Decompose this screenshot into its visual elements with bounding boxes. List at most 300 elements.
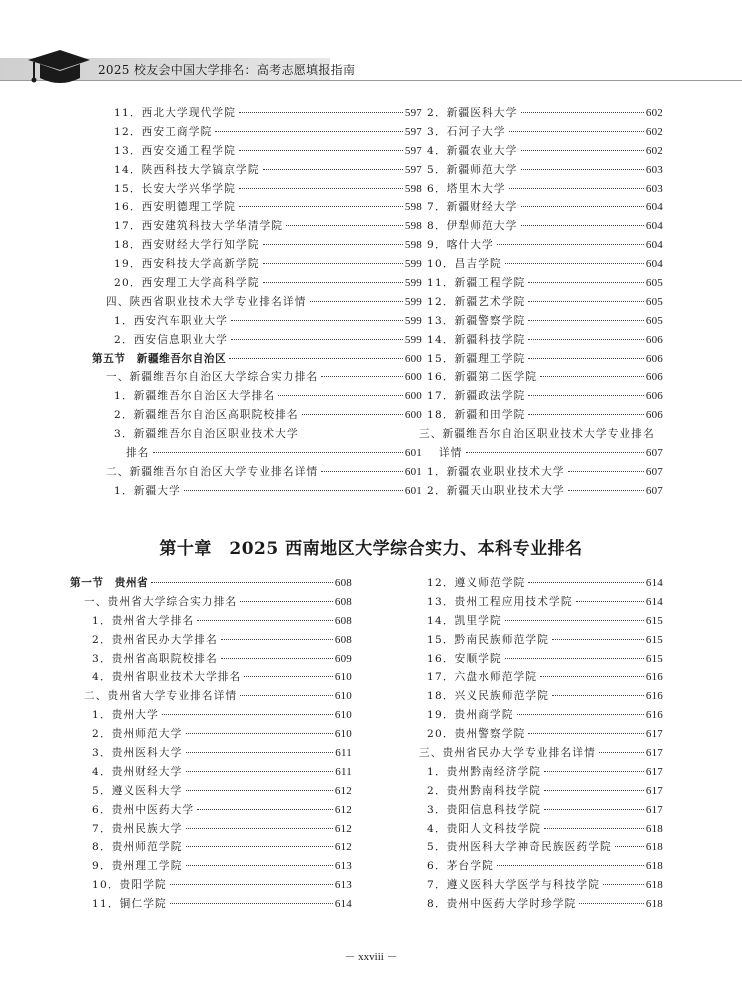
toc-entry-title: 11．铜仁学院 [92,898,167,911]
toc-leader-dots [321,471,403,472]
toc-leader-dots [544,771,644,772]
toc-entry-title: 1．新疆大学 [114,484,181,497]
toc-entry[interactable] [405,255,663,274]
toc-leader-dots [244,676,332,677]
toc-entry[interactable] [70,687,352,706]
toc-entry-title: 17．西安建筑科技大学华清学院 [114,220,284,233]
toc-entry[interactable] [92,161,422,180]
toc-page-number: 604 [645,220,663,233]
toc-leader-dots [528,339,643,340]
toc-entry-title: 14．凯里学院 [427,614,502,627]
toc-page-number: 614 [645,577,663,589]
toc-entry[interactable] [92,142,422,161]
toc-page-number: 618 [645,841,663,854]
toc-leader-dots [286,225,403,226]
toc-page-number: 598 [404,220,422,233]
toc-entry-title: 第五节 新疆维吾尔自治区 [92,352,227,365]
toc-leader-dots [263,263,403,264]
toc-leader-dots [186,828,333,829]
toc-entry-title: 三、新疆维吾尔自治区职业技术大学专业排名 [419,428,655,441]
toc-entry[interactable] [405,838,663,857]
toc-leader-dots [544,809,644,810]
toc-entry[interactable] [405,236,663,255]
toc-leader-dots [528,395,643,396]
toc-leader-dots [521,112,644,113]
toc-entry-title: 2．贵州师范大学 [92,728,183,741]
toc-leader-dots [528,733,643,734]
toc-page-number: 616 [645,709,663,722]
toc-leader-dots [263,169,403,170]
toc-entry[interactable] [405,631,663,650]
toc-entry[interactable] [70,838,352,857]
toc-leader-dots [497,865,644,866]
toc-leader-dots [239,112,403,113]
toc-page-number: 604 [645,239,663,252]
toc-leader-dots [170,884,333,885]
toc-leader-dots [528,358,643,359]
toc-page-number: 612 [334,822,352,835]
toc-section-entry[interactable] [70,574,352,593]
toc-entry-title: 1．贵州大学 [92,709,159,722]
toc-page-number: 600 [404,390,422,403]
toc-page-number: 617 [645,747,663,760]
toc-leader-dots [505,658,644,659]
toc-entry[interactable] [92,444,422,463]
toc-entry-title: 18．兴义民族师范学院 [427,690,550,703]
toc-entry[interactable] [70,706,352,725]
toc-column-top-left [92,104,422,501]
toc-leader-dots [528,282,643,283]
toc-entry-title: 6．塔里木大学 [427,182,506,195]
toc-entry[interactable] [405,406,663,425]
toc-entry-title: 16．新疆第二医学院 [427,371,538,384]
toc-entry[interactable] [70,612,352,631]
toc-page-number: 615 [645,633,663,646]
toc-page-number: 615 [645,614,663,627]
toc-leader-dots [162,714,333,715]
toc-entry[interactable] [405,650,663,669]
toc-entry[interactable] [405,763,663,782]
toc-page-number: 597 [404,125,422,138]
toc-page-number: 613 [334,879,352,892]
toc-page-number: 610 [334,690,352,703]
toc-leader-dots [505,263,644,264]
toc-entry[interactable] [92,180,422,199]
toc-leader-dots [153,452,403,453]
toc-leader-dots [540,676,644,677]
toc-entry-title: 15．长安大学兴华学院 [114,182,237,195]
toc-entry-title: 第一节 贵州省 [70,577,149,589]
toc-entry-title: 3．贵阳信息科技学院 [427,803,542,816]
toc-entry-title: 二、贵州省大学专业排名详情 [84,690,238,703]
toc-entry[interactable] [92,331,422,350]
toc-page-number: 599 [404,277,422,290]
toc-entry[interactable] [92,425,422,444]
toc-page-number: 610 [334,671,352,684]
toc-entry[interactable] [405,574,663,593]
toc-entry[interactable] [405,387,663,406]
toc-leader-dots [186,790,333,791]
toc-entry[interactable] [92,123,422,142]
toc-entry-title: 9．喀什大学 [427,239,494,252]
toc-leader-dots [528,320,643,321]
toc-column-bottom-right [405,574,663,914]
toc-entry[interactable] [70,593,352,612]
toc-leader-dots [576,601,644,602]
toc-entry[interactable] [70,801,352,820]
toc-entry[interactable] [405,312,663,331]
toc-leader-dots [521,169,644,170]
toc-page-number: 605 [645,295,663,308]
toc-leader-dots [229,358,403,359]
toc-entry[interactable] [70,782,352,801]
toc-leader-dots [151,582,333,583]
toc-entry-title: 19．贵州商学院 [427,709,514,722]
toc-entry-title: 16．西安明德理工学院 [114,201,237,214]
toc-entry-title: 8．贵州师范学院 [92,841,183,854]
toc-leader-dots [231,339,403,340]
toc-leader-dots [505,620,644,621]
toc-entry-title: 9．贵州理工学院 [92,860,183,873]
toc-leader-dots [517,714,644,715]
toc-page-number: 612 [334,803,352,816]
toc-entry[interactable] [405,744,663,763]
toc-page-number: 608 [334,577,352,589]
toc-entry-title: 2．新疆医科大学 [427,107,518,119]
toc-page-number: 600 [404,371,422,384]
toc-entry-title: 三、贵州省民办大学专业排名详情 [419,747,596,760]
toc-page-number: 597 [404,107,422,119]
toc-page-number: 606 [645,371,663,384]
toc-entry-title: 20．贵州警察学院 [427,728,526,741]
toc-leader-dots [278,395,403,396]
toc-entry[interactable] [92,217,422,236]
toc-entry[interactable] [405,368,663,387]
toc-page-number: 618 [645,879,663,892]
toc-entry[interactable] [405,331,663,350]
graduation-cap-icon [22,44,94,88]
chapter-title: 第十章 2025 西南地区大学综合实力、本科专业排名 [159,539,583,559]
toc-entry-title: 1．新疆维吾尔自治区大学排名 [114,390,276,403]
toc-page-number: 597 [404,144,422,157]
toc-leader-dots [231,320,403,321]
toc-leader-dots [528,414,643,415]
toc-leader-dots [599,752,644,753]
toc-entry[interactable] [92,274,422,293]
toc-entry[interactable] [92,104,422,123]
toc-page-number: 611 [335,765,352,778]
toc-entry-title: 12．新疆艺术学院 [427,295,526,308]
toc-entry[interactable] [70,650,352,669]
toc-entry-title: 10．贵阳学院 [92,879,167,892]
toc-leader-dots [215,131,402,132]
toc-leader-dots [302,414,403,415]
toc-entry-title: 16．安顺学院 [427,652,502,665]
toc-entry-title: 14．陕西科技大学镐京学院 [114,163,260,176]
toc-entry-title: 6．茅台学院 [427,860,494,873]
toc-page-number: 603 [645,182,663,195]
toc-leader-dots [197,620,333,621]
toc-entry[interactable] [92,387,422,406]
toc-entry-title: 12．遵义师范学院 [427,577,526,589]
toc-entry-title: 20．西安理工大学高科学院 [114,277,260,290]
toc-entry-title: 5．遵义医科大学 [92,784,183,797]
toc-leader-dots [184,490,403,491]
toc-entry-title: 一、新疆维吾尔自治区大学综合实力排名 [106,371,319,384]
toc-page-number: 609 [334,652,352,665]
toc-entry-title: 2．新疆维吾尔自治区高职院校排名 [114,409,299,422]
toc-entry[interactable] [92,236,422,255]
toc-page-number: 599 [404,295,422,308]
toc-page-number: 611 [335,747,352,760]
toc-entry[interactable] [405,463,663,482]
toc-entry-title: 11．西北大学现代学院 [114,107,237,119]
toc-entry-title: 二、新疆维吾尔自治区大学专业排名详情 [106,465,319,478]
toc-entry[interactable] [92,482,422,501]
toc-page-number: 607 [645,484,663,497]
toc-entry[interactable] [405,612,663,631]
toc-leader-dots [521,206,644,207]
toc-entry-title: 5．新疆师范大学 [427,163,518,176]
toc-entry[interactable] [70,668,352,687]
toc-entry[interactable] [70,895,352,914]
toc-entry[interactable] [405,123,663,142]
toc-page-number: 607 [645,465,663,478]
toc-entry-title: 7．遵义医科大学医学与科技学院 [427,879,601,892]
toc-page-number: 600 [404,352,422,365]
toc-page-number: 615 [645,652,663,665]
toc-entry[interactable] [92,312,422,331]
toc-page-number: 598 [404,182,422,195]
toc-leader-dots [568,471,644,472]
toc-leader-dots [239,188,403,189]
toc-entry-title: 17．新疆政法学院 [427,390,526,403]
toc-leader-dots [186,752,334,753]
toc-leader-dots [221,639,333,640]
toc-entry[interactable] [405,444,663,463]
toc-leader-dots [521,150,644,151]
toc-leader-dots [310,301,403,302]
toc-entry-title: 3．贵州医科大学 [92,747,183,760]
page-number: － xxviii － [344,951,398,963]
toc-page-number: 614 [645,595,663,608]
toc-entry[interactable] [405,725,663,744]
toc-entry-title: 14．新疆科技学院 [427,333,526,346]
toc-page-number: 600 [404,409,422,422]
toc-page-number: 616 [645,690,663,703]
toc-entry-title: 四、陕西省职业技术大学专业排名详情 [106,295,307,308]
toc-entry-title: 2．西安信息职业大学 [114,333,229,346]
toc-entry[interactable] [405,593,663,612]
toc-entry[interactable] [92,368,422,387]
toc-page-number: 614 [334,898,352,911]
toc-entry-title: 13．新疆警察学院 [427,314,526,327]
toc-leader-dots [615,846,644,847]
toc-leader-dots [521,225,644,226]
toc-page-number: 598 [404,239,422,252]
toc-leader-dots [170,903,333,904]
toc-entry[interactable] [92,463,422,482]
toc-leader-dots [186,771,334,772]
toc-entry-title: 13．西安交通工程学院 [114,144,237,157]
toc-leader-dots [552,695,644,696]
toc-page-number: 603 [645,163,663,176]
toc-entry-title: 1．新疆农业职业技术大学 [427,465,565,478]
toc-leader-dots [263,282,403,283]
toc-leader-dots [497,244,644,245]
toc-page-number: 599 [404,258,422,271]
toc-entry-title: 7．贵州民族大学 [92,822,183,835]
toc-entry[interactable] [70,725,352,744]
toc-entry-title: 8．贵州中医药大学时珍学院 [427,898,577,911]
running-header: 2025 校友会中国大学排名：高考志愿填报指南 [98,63,356,77]
toc-page-number: 599 [404,314,422,327]
toc-page-number: 601 [404,447,422,460]
toc-entry[interactable] [70,876,352,895]
toc-page-number: 602 [645,107,663,119]
toc-page-number: 618 [645,822,663,835]
toc-page-number: 618 [645,898,663,911]
toc-entry-title: 3．贵州省高职院校排名 [92,652,218,665]
toc-entry-title: 18．西安财经大学行知学院 [114,239,260,252]
toc-entry-title: 15．黔南民族师范学院 [427,633,550,646]
toc-page-number: 597 [404,163,422,176]
toc-page-number: 606 [645,390,663,403]
toc-entry[interactable] [405,895,663,914]
toc-page-number: 605 [645,314,663,327]
toc-entry-title: 19．西安科技大学高新学院 [114,258,260,271]
toc-leader-dots [552,639,644,640]
toc-entry-title: 13．贵州工程应用技术学院 [427,595,573,608]
toc-entry[interactable] [70,820,352,839]
toc-page-number: 617 [645,765,663,778]
toc-entry[interactable] [405,687,663,706]
toc-entry-title: 8．伊犁师范大学 [427,220,518,233]
toc-entry-title: 6．贵州中医药大学 [92,803,195,816]
toc-page-number: 613 [334,860,352,873]
toc-leader-dots [466,452,644,453]
toc-page-number: 606 [645,333,663,346]
toc-page-number: 616 [645,671,663,684]
toc-entry-title: 11．新疆工程学院 [427,277,526,290]
toc-entry[interactable] [405,706,663,725]
toc-leader-dots [540,376,644,377]
toc-leader-dots [221,658,333,659]
toc-entry[interactable] [405,668,663,687]
toc-entry-title: 15．新疆理工学院 [427,352,526,365]
toc-leader-dots [579,903,643,904]
toc-entry-title: 4．贵州省职业技术大学排名 [92,671,242,684]
toc-entry[interactable] [405,782,663,801]
toc-leader-dots [239,206,403,207]
toc-leader-dots [528,301,643,302]
toc-entry[interactable] [405,820,663,839]
toc-page-number: 606 [645,352,663,365]
toc-page-number: 610 [334,728,352,741]
toc-entry[interactable] [70,631,352,650]
toc-entry[interactable] [92,293,422,312]
toc-entry-title: 4．新疆农业大学 [427,144,518,157]
toc-entry-title: 排名 [126,447,150,460]
toc-entry-title: 1．贵州黔南经济学院 [427,765,542,778]
toc-page-number: 608 [334,614,352,627]
toc-entry[interactable] [405,198,663,217]
toc-page-number: 601 [404,465,422,478]
header-rule [0,80,742,81]
toc-entry-title: 10．昌吉学院 [427,258,502,271]
toc-entry[interactable] [405,293,663,312]
toc-leader-dots [240,695,333,696]
toc-leader-dots [603,884,644,885]
toc-leader-dots [186,733,333,734]
toc-entry[interactable] [405,104,663,123]
toc-entry[interactable] [405,161,663,180]
toc-entry-title: 一、贵州省大学综合实力排名 [84,595,238,608]
toc-entry-title: 18．新疆和田学院 [427,409,526,422]
toc-leader-dots [321,376,403,377]
toc-entry[interactable] [405,425,663,444]
toc-entry-title: 17．六盘水师范学院 [427,671,538,684]
toc-leader-dots [544,790,644,791]
toc-entry-title: 4．贵阳人文科技学院 [427,822,542,835]
toc-page-number: 607 [645,447,663,460]
toc-leader-dots [186,865,333,866]
toc-leader-dots [197,809,333,810]
toc-entry[interactable] [405,274,663,293]
toc-page-number: 617 [645,784,663,797]
toc-entry[interactable] [405,801,663,820]
toc-page-number: 617 [645,728,663,741]
toc-page-number: 612 [334,841,352,854]
toc-entry[interactable] [405,876,663,895]
toc-entry[interactable] [92,255,422,274]
toc-entry[interactable] [92,198,422,217]
toc-entry[interactable] [92,406,422,425]
toc-page-number: 605 [645,277,663,290]
toc-page-number: 604 [645,258,663,271]
toc-entry-title: 12．西安工商学院 [114,125,213,138]
toc-leader-dots [240,601,333,602]
toc-entry-title: 4．贵州财经大学 [92,765,183,778]
toc-entry[interactable] [405,217,663,236]
toc-leader-dots [186,846,333,847]
toc-entry[interactable] [405,857,663,876]
toc-entry-title: 1．贵州省大学排名 [92,614,195,627]
toc-section-entry[interactable] [92,350,422,369]
toc-entry[interactable] [405,180,663,199]
toc-entry-title: 3．新疆维吾尔自治区职业技术大学 [114,428,299,441]
toc-entry[interactable] [70,763,352,782]
toc-leader-dots [509,131,644,132]
toc-entry-title: 2．贵州省民办大学排名 [92,633,218,646]
toc-entry[interactable] [70,857,352,876]
toc-entry[interactable] [70,744,352,763]
toc-leader-dots [239,150,403,151]
toc-entry[interactable] [405,350,663,369]
toc-page-number: 610 [334,709,352,722]
toc-page-number: 608 [334,595,352,608]
toc-column-bottom-left [70,574,352,914]
toc-leader-dots [528,582,643,583]
toc-column-top-right [405,104,663,501]
toc-page-number: 606 [645,409,663,422]
toc-page-number: 602 [645,125,663,138]
toc-entry[interactable] [405,482,663,501]
toc-entry-title: 2．新疆天山职业技术大学 [427,484,565,497]
toc-page-number: 604 [645,201,663,214]
toc-leader-dots [544,828,644,829]
toc-entry[interactable] [405,142,663,161]
